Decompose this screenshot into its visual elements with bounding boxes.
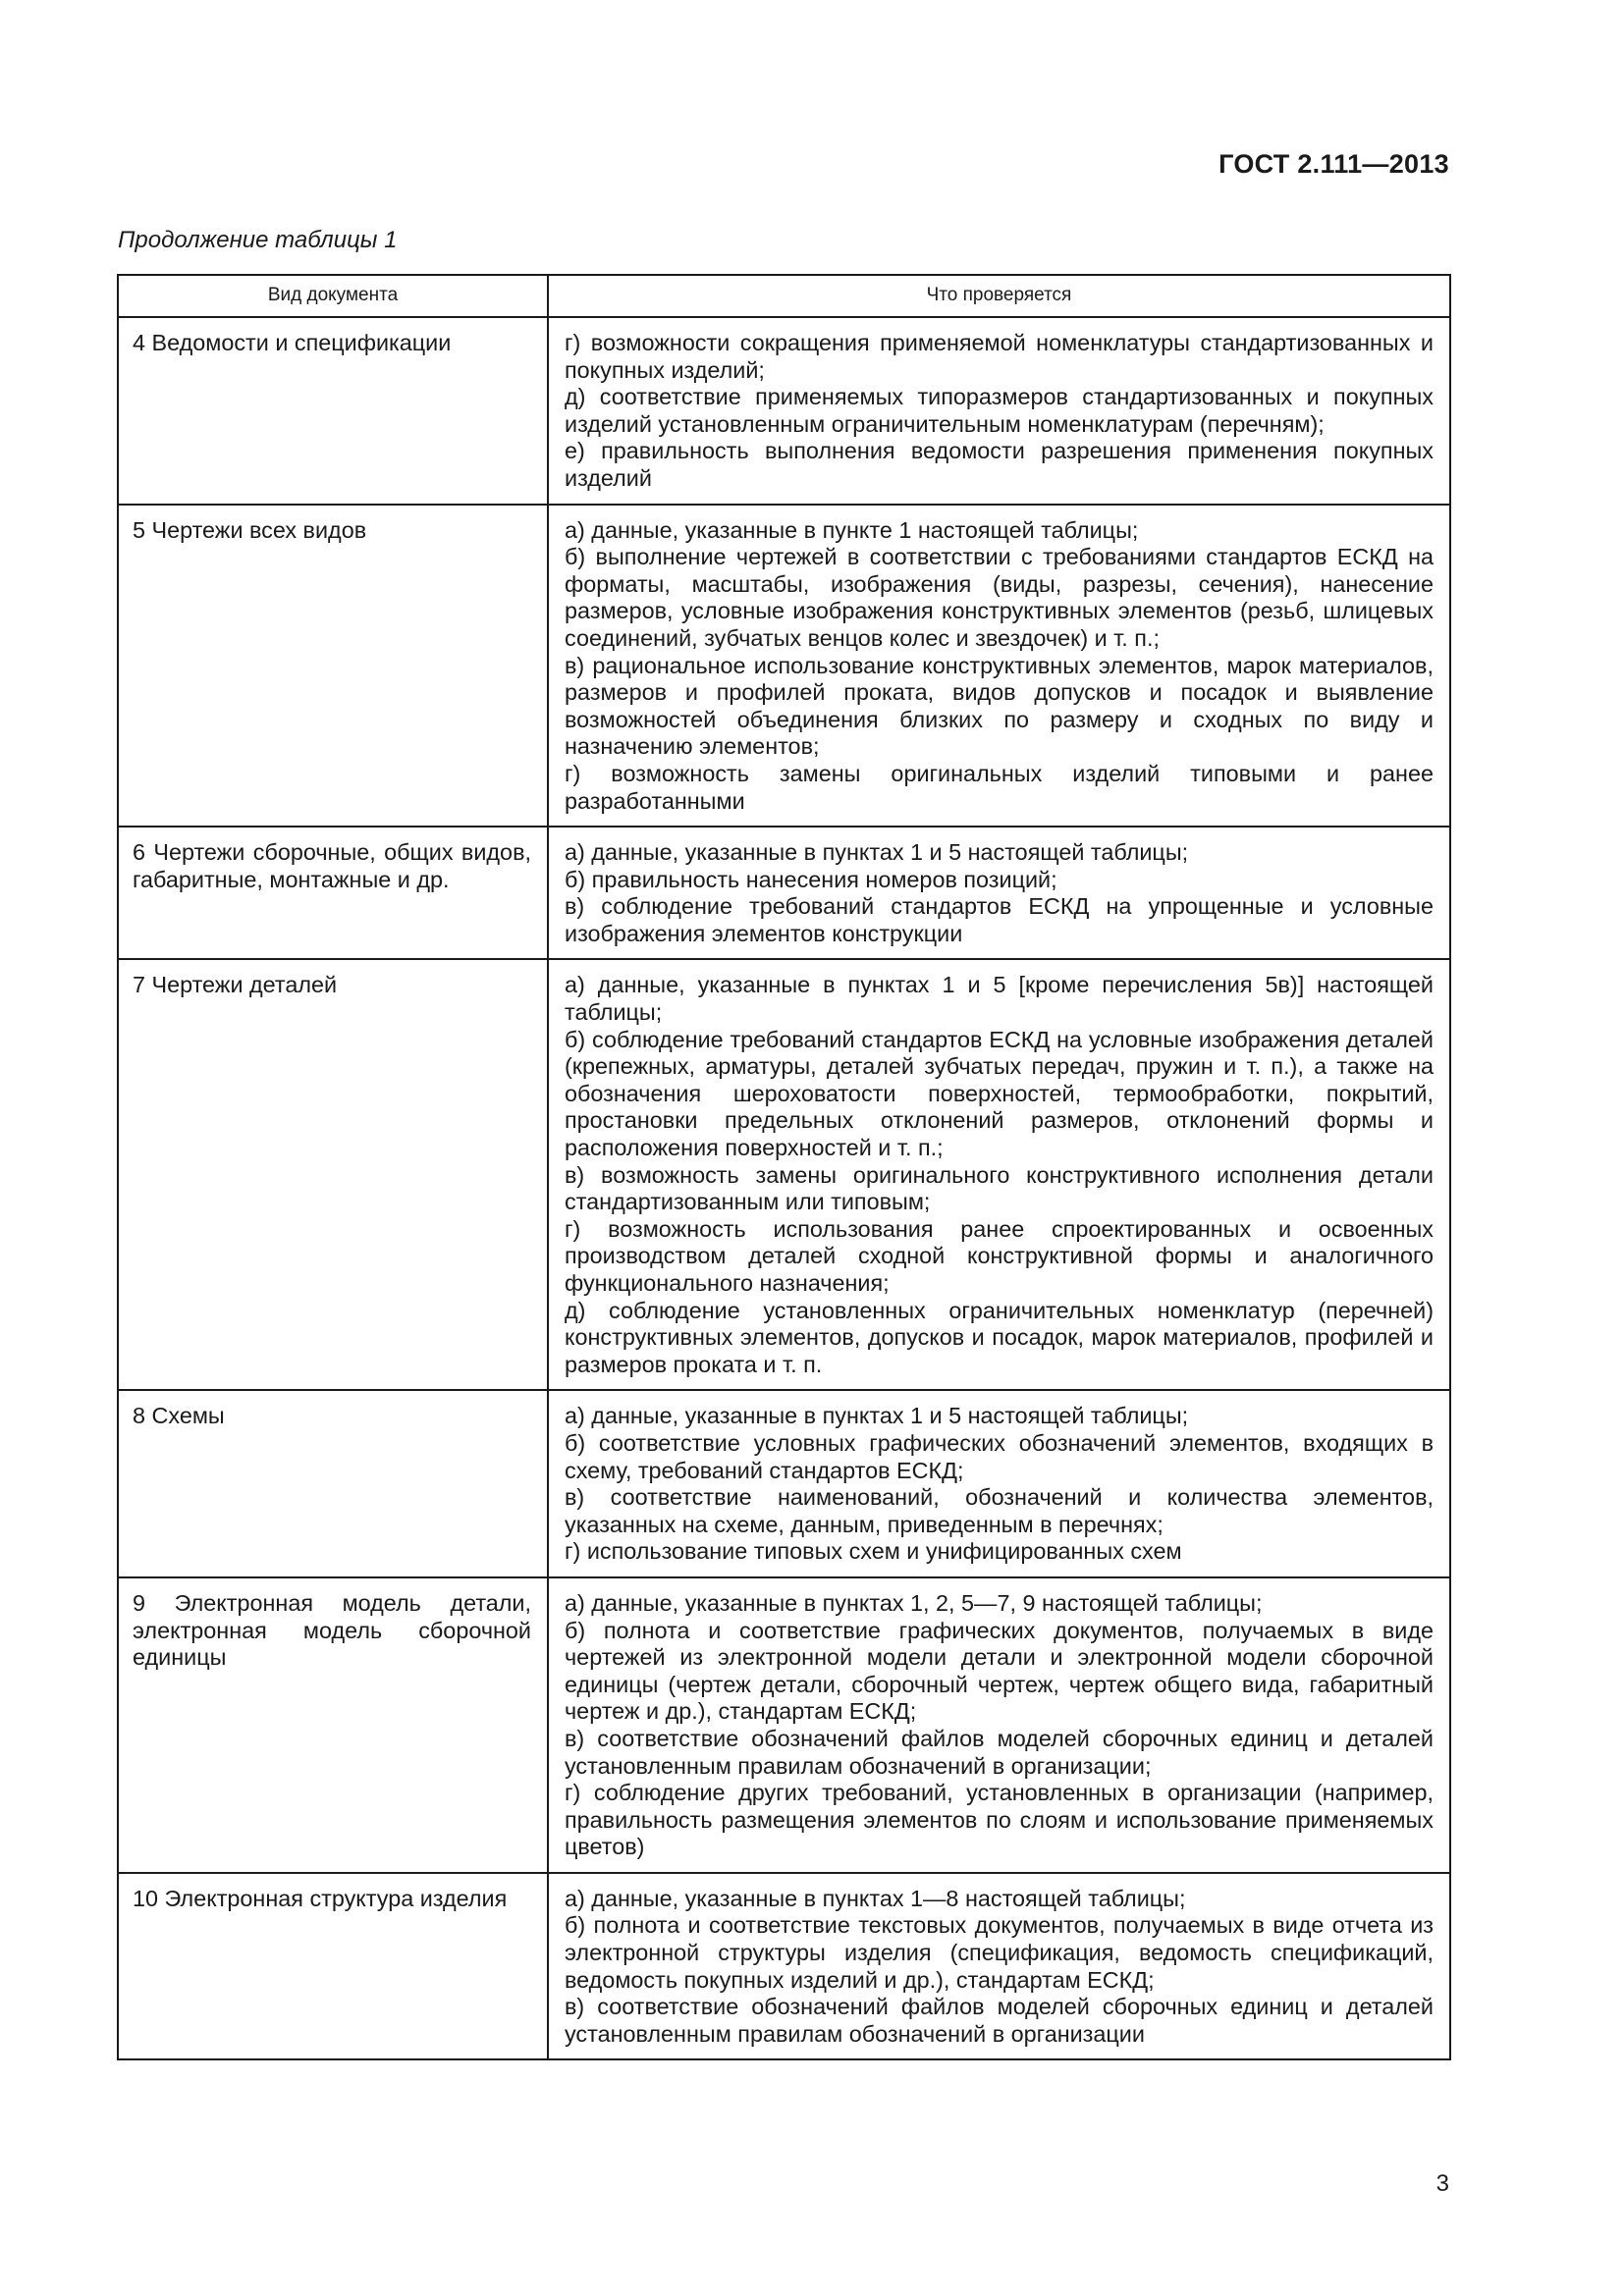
check-item: в) соответствие обозначений файлов моделей сборочных единиц и деталей установленным правилам обозначений в организации xyxy=(565,1994,1434,2047)
checked-items-cell xyxy=(548,1577,1450,1873)
document-type-cell: 7 Чертежи деталей xyxy=(118,959,548,1390)
check-item: б) полнота и соответствие графических документов, получаемых в виде чертежей из электронной модели детали и электронной модели сборочной единицы (чертеж детали, сборочный чертеж, чертеж общего вида, габаритный чертеж и др.), стандартам ЕСКД; xyxy=(565,1617,1434,1725)
check-item: д) соблюдение установленных ограничительных номенклатур (перечней) конструктивных элементов, допусков и посадок, марок материалов, профилей и размеров проката и т. п. xyxy=(565,1297,1434,1377)
check-item: а) данные, указанные в пунктах 1—8 настоящей таблицы; xyxy=(565,1885,1186,1911)
column-header-checked-items: Что проверяется xyxy=(548,275,1450,317)
document-type-cell: 9 Электронная модель детали, электронная модель сборочной единицы xyxy=(118,1577,548,1873)
checked-items-cell xyxy=(548,1390,1450,1577)
check-item: б) соблюдение требований стандартов ЕСКД на условные изображения деталей (крепежных, арматуры, деталей зубчатых передач, пружин и т. п.), а также на обозначения шероховатости поверхностей, термообработки, покрытий, простановки предельных отклонений размеров, отклонений формы и расположения поверхностей и т. п.; xyxy=(565,1026,1434,1161)
document-type-cell: 8 Схемы xyxy=(118,1390,548,1577)
table-header-row xyxy=(118,275,1450,317)
check-item: а) данные, указанные в пунктах 1 и 5 настоящей таблицы; xyxy=(565,1403,1189,1429)
checked-items-cell xyxy=(548,959,1450,1390)
table-row xyxy=(118,827,1450,959)
document-type-cell: 10 Электронная структура изделия xyxy=(118,1873,548,2060)
check-item: е) правильность выполнения ведомости разрешения применения покупных изделий xyxy=(565,438,1434,491)
check-item: в) соответствие наименований, обозначений и количества элементов, указанных на схеме, данным, приведенным в перечнях; xyxy=(565,1484,1434,1537)
check-item: а) данные, указанные в пунктах 1 и 5 настоящей таблицы; xyxy=(565,839,1189,866)
check-item: в) соблюдение требований стандартов ЕСКД на упрощенные и условные изображения элементов конструкции xyxy=(565,893,1434,946)
check-item: б) соответствие условных графических обозначений элементов, входящих в схему, требований стандартов ЕСКД; xyxy=(565,1429,1434,1483)
check-item: а) данные, указанные в пунктах 1 и 5 [кроме перечисления 5в)] настоящей таблицы; xyxy=(565,972,1434,1026)
table-row xyxy=(118,505,1450,828)
document-type-cell: 6 Чертежи сборочные, общих видов, габаритные, монтажные и др. xyxy=(118,827,548,959)
column-header-document-type: Вид документа xyxy=(118,275,548,317)
check-item: а) данные, указанные в пункте 1 настоящей таблицы; xyxy=(565,516,1139,543)
check-item: г) использование типовых схем и унифицированных схем xyxy=(565,1538,1182,1565)
document-type-cell: 5 Чертежи всех видов xyxy=(118,505,548,828)
table-row xyxy=(118,959,1450,1390)
checked-items-cell xyxy=(548,317,1450,505)
table-row xyxy=(118,1577,1450,1873)
check-item: г) возможность замены оригинальных изделий типовыми и ранее разработанными xyxy=(565,760,1434,814)
document-type-cell: 4 Ведомости и спецификации xyxy=(118,317,548,505)
checked-items-cell xyxy=(548,1873,1450,2060)
table-continuation-caption: Продолжение таблицы 1 xyxy=(118,227,398,253)
checked-items-cell xyxy=(548,505,1450,828)
table-row xyxy=(118,1390,1450,1577)
check-item: а) данные, указанные в пунктах 1, 2, 5—7, 9 настоящей таблицы; xyxy=(565,1589,1263,1616)
inspection-table xyxy=(117,274,1451,2060)
check-item: б) выполнение чертежей в соответствии с требованиями стандартов ЕСКД на форматы, масштабы, изображения (виды, разрезы, сечения), нанесение размеров, условные изображения конструктивных элементов (резьб, шлицевых соединений, зубчатых венцов колес и звездочек) и т. п.; xyxy=(565,544,1434,651)
checked-items-cell xyxy=(548,827,1450,959)
table-row xyxy=(118,317,1450,505)
check-item: д) соответствие применяемых типоразмеров стандартизованных и покупных изделий установленным ограничительным номенклатурам (перечням); xyxy=(565,384,1434,437)
check-item: б) правильность нанесения номеров позиций; xyxy=(565,866,1057,892)
check-item: г) возможности сокращения применяемой номенклатуры стандартизованных и покупных изделий; xyxy=(565,330,1434,383)
table-row xyxy=(118,1873,1450,2060)
page-number: 3 xyxy=(1435,2170,1449,2197)
check-item: в) соответствие обозначений файлов моделей сборочных единиц и деталей установленным правилам обозначений в организации; xyxy=(565,1725,1434,1779)
check-item: г) соблюдение других требований, установленных в организации (например, правильность размещения элементов по слоям и использование применяемых цветов) xyxy=(565,1780,1434,1860)
check-item: в) возможность замены оригинального конструктивного исполнения детали стандартизованным или типовым; xyxy=(565,1161,1434,1215)
check-item: б) полнота и соответствие текстовых документов, получаемых в виде отчета из электронной структуры изделия (спецификация, ведомость спецификаций, ведомость покупных изделий и др.), стандартам ЕСКД; xyxy=(565,1912,1434,1993)
check-item: г) возможность использования ранее спроектированных и освоенных производством деталей сходной конструктивной формы и аналогичного функционального назначения; xyxy=(565,1215,1434,1296)
document-standard-header: ГОСТ 2.111—2013 xyxy=(1218,149,1449,179)
check-item: в) рациональное использование конструктивных элементов, марок материалов, размеров и профилей проката, видов допусков и посадок и выявление возможностей объединения близких по размеру и сходных по виду и назначению элементов; xyxy=(565,652,1434,760)
